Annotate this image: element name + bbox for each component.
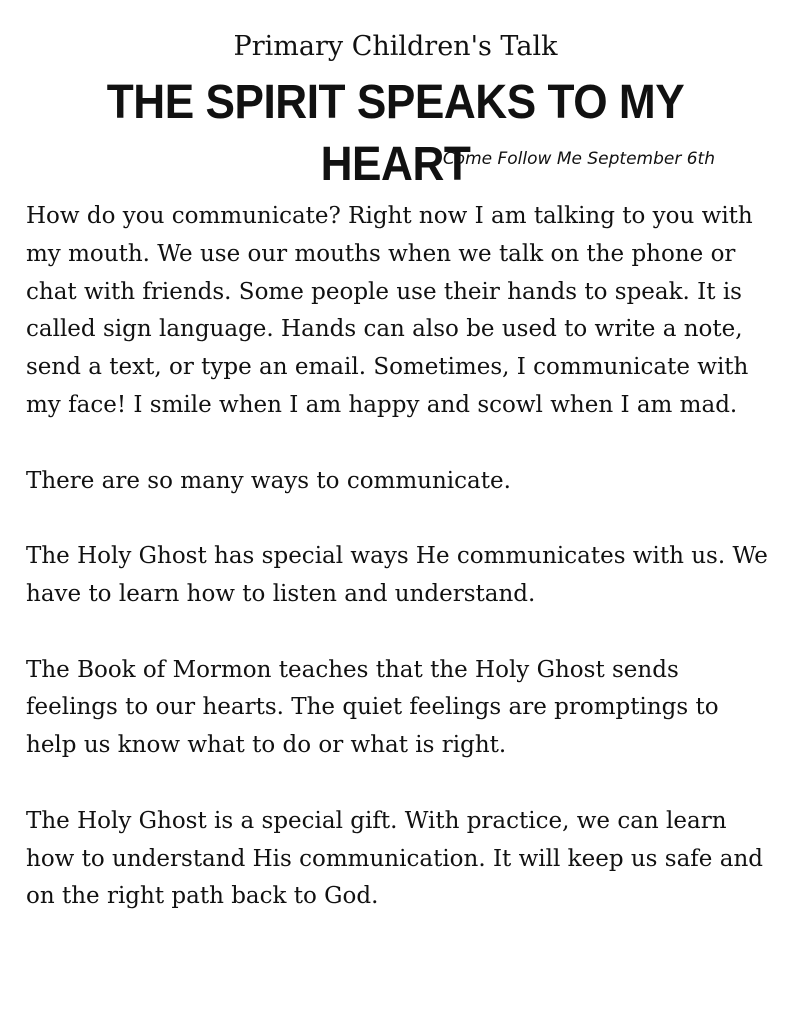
page-title: THE SPIRIT SPEAKS TO MY HEART — [106, 76, 685, 191]
paragraph-book-of-mormon: The Book of Mormon teaches that the Holy Ghost sends feelings to our hearts. The quiet feelings are promptings to help us know what to do or what is right. — [26, 656, 719, 759]
page-subtitle: Primary Children's Talk — [233, 31, 558, 62]
talk-body — [26, 198, 771, 916]
paragraph-many-ways: There are so many ways to communicate. — [26, 467, 511, 494]
paragraph-holy-ghost-ways: The Holy Ghost has special ways He communicates with us. We have to learn how to listen and understand. — [26, 543, 768, 607]
lesson-date: Come Follow Me September 6th — [442, 149, 715, 169]
paragraph-special-gift: The Holy Ghost is a special gift. With practice, we can learn how to understand His communication. It will keep us safe and on the right path back to God. — [26, 807, 763, 910]
paragraph-communication: How do you communicate? Right now I am talking to you with my mouth. We use our mouths when we talk on the phone or chat with friends. Some people use their hands to speak. It is called sign language. Hands can also be used to write a note, send a text, or type an email. Sometimes, I communicate with my face! I smile when I am happy and scowl when I am mad. — [26, 203, 753, 418]
